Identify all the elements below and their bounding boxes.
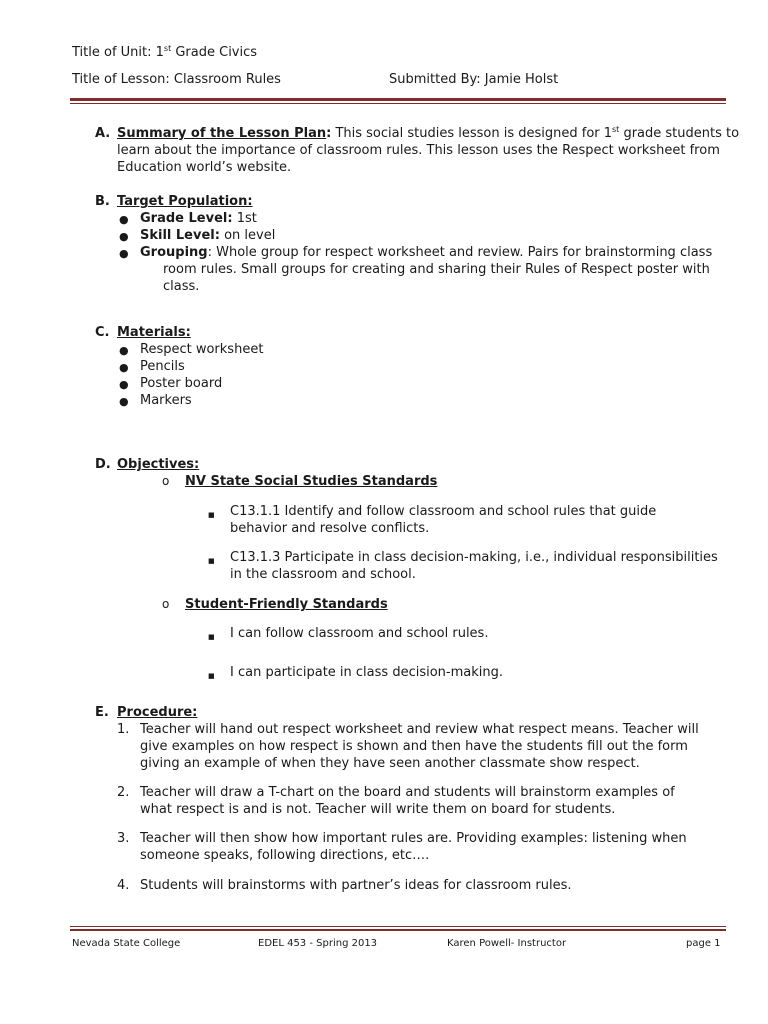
student-standard-2: I can participate in class decision-making. (230, 665, 503, 680)
step-number: 2. (117, 785, 130, 800)
header-rule-thick (70, 98, 726, 101)
nv-standards-heading: NV State Social Studies Standards (185, 474, 438, 489)
section-d-letter: D. (95, 457, 111, 472)
section-a-line-1: Summary of the Lesson Plan: This social studies lesson is designed for 1st grade students to (117, 125, 740, 141)
grouping-line-2: room rules. Small groups for creating and sharing their Rules of Respect poster with (163, 262, 710, 277)
step-number: 3. (117, 831, 130, 846)
step-1-line-1: Teacher will hand out respect worksheet and review what respect means. Teacher will (140, 722, 699, 737)
bullet-icon: ● (119, 344, 129, 357)
circle-bullet-icon: o (162, 474, 170, 488)
section-b-heading: Target Population: (117, 194, 253, 209)
material-item: Pencils (140, 359, 185, 374)
step-1-line-3: giving an example of when they have seen another classmate show respect. (140, 756, 640, 771)
bullet-icon: ● (119, 247, 129, 260)
material-item: Markers (140, 393, 192, 408)
section-e-letter: E. (95, 705, 109, 720)
standard-2-line-2: in the classroom and school. (230, 567, 416, 582)
footer-rule-thick (70, 929, 726, 931)
student-standard-1: I can follow classroom and school rules. (230, 626, 489, 641)
square-bullet-icon: ■ (208, 633, 215, 641)
bullet-icon: ● (119, 213, 129, 226)
bullet-icon: ● (119, 361, 129, 374)
section-a-letter: A. (95, 126, 111, 141)
step-3-line-1: Teacher will then show how important rules are. Providing examples: listening when (140, 831, 687, 846)
step-2-line-1: Teacher will draw a T-chart on the board and students will brainstorm examples of (140, 785, 675, 800)
section-a-heading: Summary of the Lesson Plan (117, 126, 327, 141)
square-bullet-icon: ■ (208, 557, 215, 565)
square-bullet-icon: ■ (208, 672, 215, 680)
square-bullet-icon: ■ (208, 511, 215, 519)
footer-page-number: page 1 (686, 938, 721, 949)
step-4-line-1: Students will brainstorms with partner’s ideas for classroom rules. (140, 878, 572, 893)
section-b-letter: B. (95, 194, 110, 209)
grade-level: Grade Level: 1st (140, 211, 257, 226)
footer-course: EDEL 453 - Spring 2013 (258, 938, 378, 949)
bullet-icon: ● (119, 378, 129, 391)
standard-2-line-1: C13.1.3 Participate in class decision-making, i.e., individual responsibilities (230, 550, 718, 565)
header-rule-thin (70, 103, 726, 104)
footer-college: Nevada State College (72, 938, 181, 949)
step-number: 1. (117, 722, 130, 737)
material-item: Poster board (140, 376, 223, 391)
step-2-line-2: what respect is and is not. Teacher will write them on board for students. (140, 802, 616, 817)
section-a-line-2: learn about the importance of classroom rules. This lesson uses the Respect worksheet from (117, 143, 720, 158)
section-c-letter: C. (95, 325, 110, 340)
footer-instructor: Karen Powell- Instructor (447, 938, 567, 949)
section-e-heading: Procedure: (117, 705, 198, 720)
grouping-line-3: class. (163, 279, 200, 294)
section-d-heading: Objectives: (117, 457, 200, 472)
section-a-line-3: Education world’s website. (117, 160, 292, 175)
standard-1-line-2: behavior and resolve conflicts. (230, 521, 430, 536)
circle-bullet-icon: o (162, 597, 170, 611)
submitted-by: Submitted By: Jamie Holst (389, 72, 559, 87)
bullet-icon: ● (119, 395, 129, 408)
step-number: 4. (117, 878, 130, 893)
student-friendly-heading: Student-Friendly Standards (185, 597, 388, 612)
standard-1-line-1: C13.1.1 Identify and follow classroom and school rules that guide (230, 504, 657, 519)
lesson-title: Title of Lesson: Classroom Rules (72, 72, 281, 87)
section-c-heading: Materials: (117, 325, 191, 340)
skill-level: Skill Level: on level (140, 228, 276, 243)
step-3-line-2: someone speaks, following directions, etc…. (140, 848, 430, 863)
bullet-icon: ● (119, 230, 129, 243)
grouping-line-1: Grouping: Whole group for respect worksheet and review. Pairs for brainstorming class (140, 245, 713, 260)
step-1-line-2: give examples on how respect is shown and then have the students fill out the form (140, 739, 688, 754)
material-item: Respect worksheet (140, 342, 264, 357)
unit-title: Title of Unit: 1st Grade Civics (72, 44, 258, 60)
footer-rule-thin (70, 926, 726, 927)
